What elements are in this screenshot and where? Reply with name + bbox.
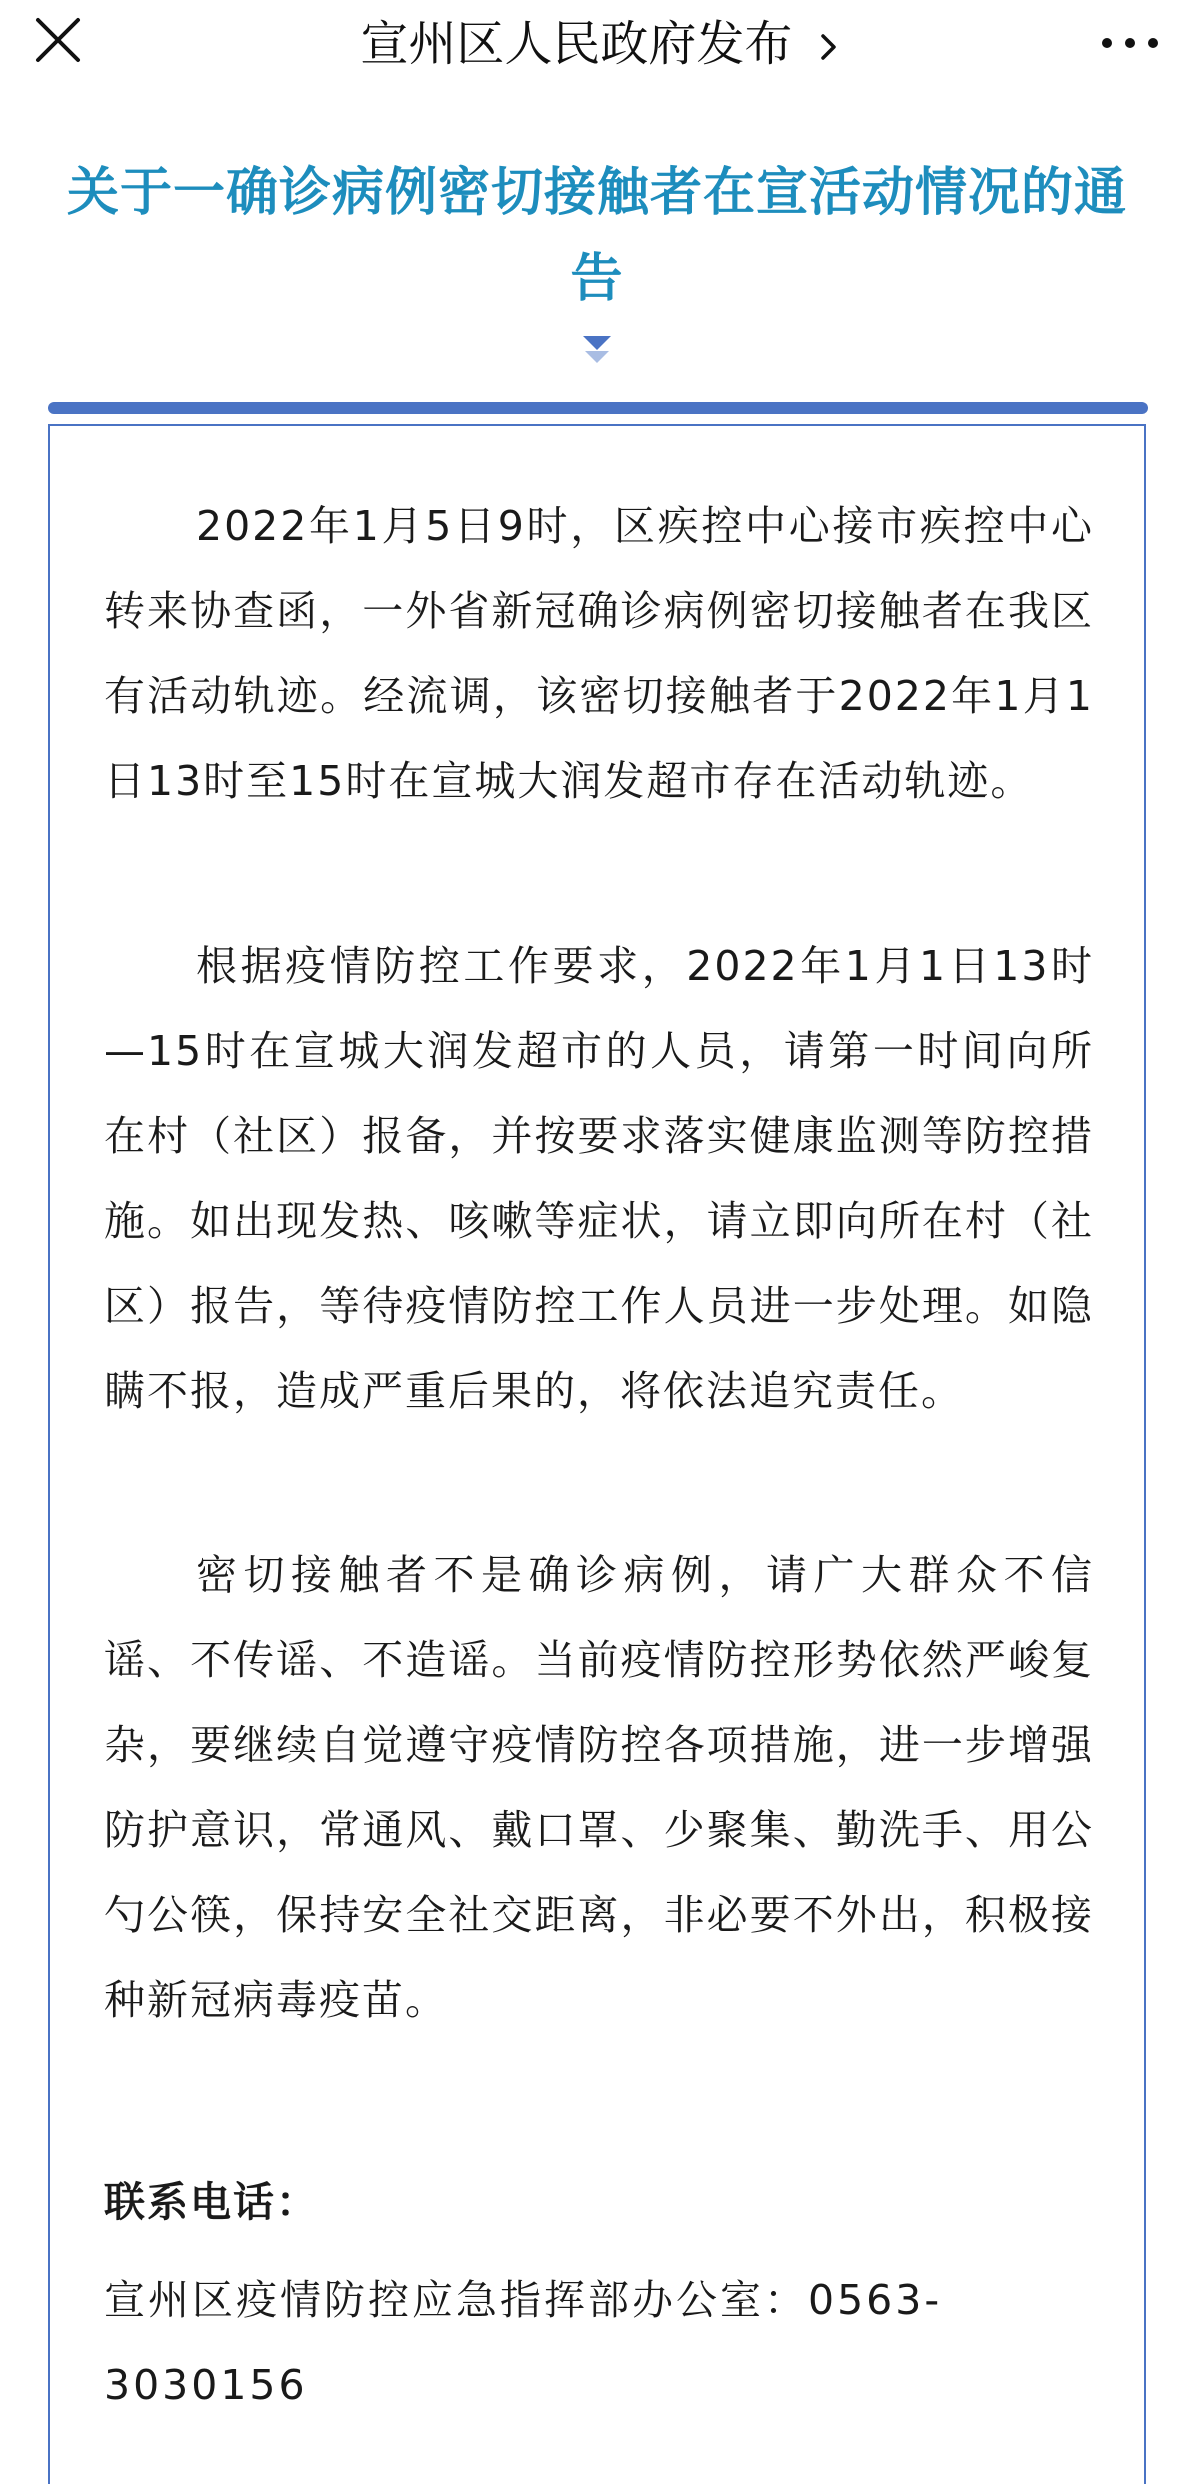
- close-button[interactable]: [30, 12, 90, 72]
- more-options-button[interactable]: [1094, 22, 1166, 62]
- paragraph-advice: 密切接触者不是确诊病例，请广大群众不信谣、不传谣、不造谣。当前疫情防控形势依然严峻复杂，要继续自觉遵守疫情防控各项措施，进一步增强防护意识，常通风、戴口罩、少聚集、勤洗手、用公勺公筷，保持安全社交距离，非必要不外出，积极接种新冠病毒疫苗。: [104, 1551, 1094, 2024]
- more-dots-icon: [1148, 38, 1158, 48]
- more-dots-icon: [1125, 38, 1135, 48]
- contact-heading: 联系电话：: [104, 2178, 319, 2226]
- account-name-link[interactable]: [250, 14, 950, 74]
- paragraph-incident: 2022年1月5日9时，区疾控中心接市疾控中心转来协查函，一外省新冠确诊病例密切接触者在我区有活动轨迹。经流调，该密切接触者于2022年1月1日13时至15时在宣城大润发超市存在活动轨迹。: [104, 502, 1094, 805]
- paragraph-requirements: 根据疫情防控工作要求，2022年1月1日13时—15时在宣城大润发超市的人员，请第一时间向所在村（社区）报备，并按要求落实健康监测等防控措施。如出现发热、咳嗽等症状，请立即向所在村（社区）报告，等待疫情防控工作人员进一步处理。如隐瞒不报，造成严重后果的，将依法追究责任。: [104, 942, 1094, 1415]
- more-dots-icon: [1102, 38, 1112, 48]
- contact-phone: 宣州区疫情防控应急指挥部办公室：0563-3030156: [104, 2276, 943, 2409]
- top-navigation-bar: [0, 0, 1194, 86]
- close-icon: [30, 12, 90, 72]
- article-title: 关于一确诊病例密切接触者在宣活动情况的通告: [66, 163, 1127, 309]
- down-arrow-icon: [577, 330, 617, 370]
- title-divider: [48, 402, 1148, 414]
- account-name: 宣州区人民政府发布: [360, 16, 793, 72]
- chevron-right-icon: [818, 30, 840, 64]
